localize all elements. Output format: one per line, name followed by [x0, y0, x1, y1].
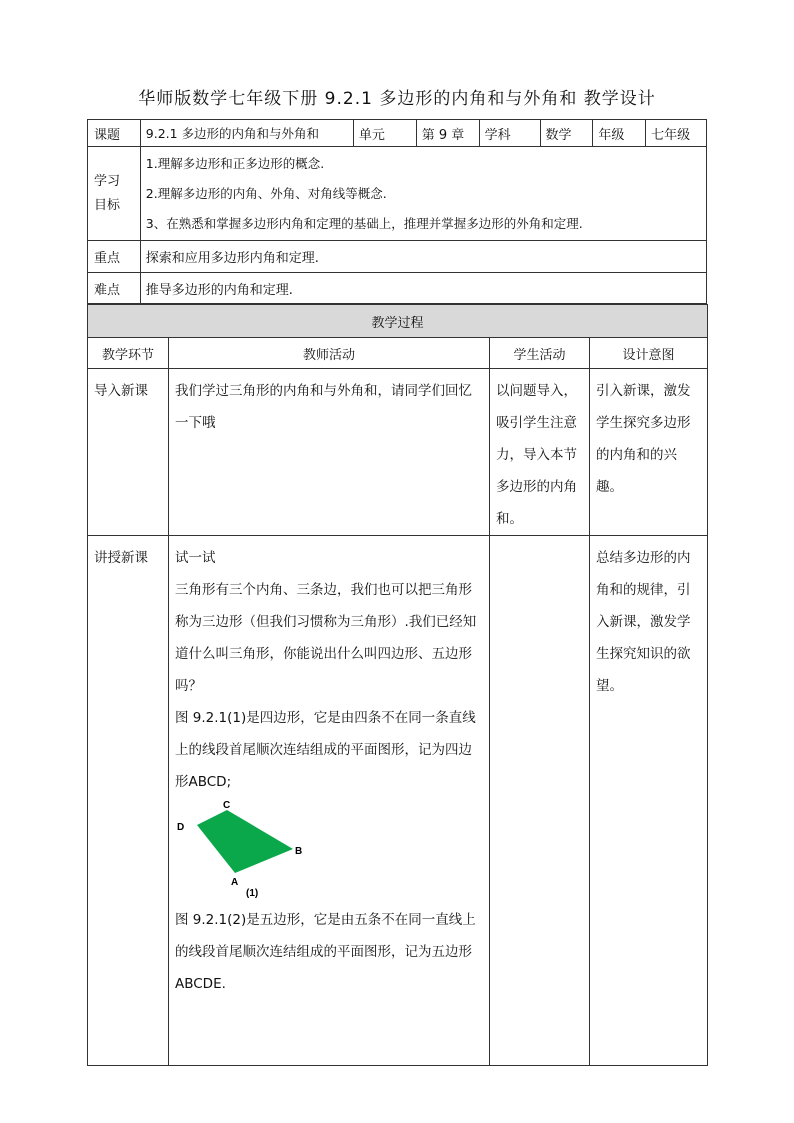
- stage-intro: 导入新课: [88, 369, 169, 536]
- page-title: 华师版数学七年级下册 9.2.1 多边形的内角和与外角和 教学设计: [138, 89, 656, 109]
- student-new: [490, 536, 590, 1066]
- stage-new: 讲授新课: [88, 536, 169, 1066]
- difficult-label: 难点: [88, 273, 141, 304]
- goals-cell: [140, 147, 706, 241]
- header-stage: 教学环节: [88, 338, 169, 369]
- quadrilateral-figure: [175, 800, 325, 900]
- grade-value: 七年级: [646, 120, 707, 147]
- intent-new: 总结多边形的内角和的规律，引入新课，激发学生探究知识的欲望。: [590, 536, 708, 1066]
- quadrilateral-shape: [197, 810, 293, 873]
- subject-label: 学科: [479, 120, 540, 147]
- vertex-label-d: D: [177, 822, 185, 833]
- unit-label: 单元: [353, 120, 416, 147]
- grade-label: 年级: [593, 120, 646, 147]
- goals-label-text: 学习目标: [94, 173, 121, 213]
- unit-value: 第 9 章: [416, 120, 479, 147]
- teacher-text: 试一试: [175, 550, 216, 566]
- difficult-value: 推导多边形的内角和定理.: [140, 273, 706, 304]
- header-student: 学生活动: [490, 338, 590, 369]
- intent-intro: 引入新课，激发学生探究多边形的内角和的兴趣。: [590, 369, 708, 536]
- course-label: 课题: [88, 120, 141, 147]
- goal-item: 3、在熟悉和掌握多边形内角和定理的基础上，推理并掌握多边形的外角和定理.: [145, 215, 583, 231]
- teacher-new: [169, 536, 490, 1066]
- vertex-label-c: C: [223, 800, 231, 811]
- key-label: 重点: [88, 241, 141, 273]
- subject-value: 数学: [540, 120, 593, 147]
- goal-item: 2.理解多边形的内角、外角、对角线等概念.: [145, 185, 387, 201]
- goals-label: [88, 147, 141, 241]
- header-intent: 设计意图: [590, 338, 708, 369]
- course-value: 9.2.1 多边形的内角和与外角和: [140, 120, 353, 147]
- teacher-text: 三角形有三个内角、三条边，我们也可以把三角形称为三边形（但我们习惯称为三角形）.我们已经知道什么叫三角形，你能说出什么叫四边形、五边形吗？: [175, 582, 477, 694]
- teacher-text: 图 9.2.1(1)是四边形，它是由四条不在同一条直线上的线段首尾顺次连结组成的平面图形，记为四边形ABCD;: [175, 710, 476, 790]
- vertex-label-a: A: [231, 877, 239, 888]
- teacher-text: 图 9.2.1(2)是五边形，它是由五条不在同一直线上的线段首尾顺次连结组成的平面图形，记为五边形ABCDE.: [175, 912, 476, 992]
- goal-item: 1.理解多边形和正多边形的概念.: [145, 155, 325, 171]
- student-intro: 以问题导入，吸引学生注意力，导入本节多边形的内角和。: [490, 369, 590, 536]
- header-teacher: 教师活动: [169, 338, 490, 369]
- vertex-label-b: B: [295, 846, 303, 857]
- info-table: [87, 119, 707, 304]
- process-band: 教学过程: [88, 305, 708, 338]
- key-value: 探索和应用多边形内角和定理.: [140, 241, 706, 273]
- figure-caption: (1): [246, 888, 259, 899]
- teacher-intro: [169, 369, 490, 536]
- process-table: [87, 304, 708, 1066]
- teacher-text: 我们学过三角形的内角和与外角和，请同学们回忆一下哦: [175, 383, 472, 431]
